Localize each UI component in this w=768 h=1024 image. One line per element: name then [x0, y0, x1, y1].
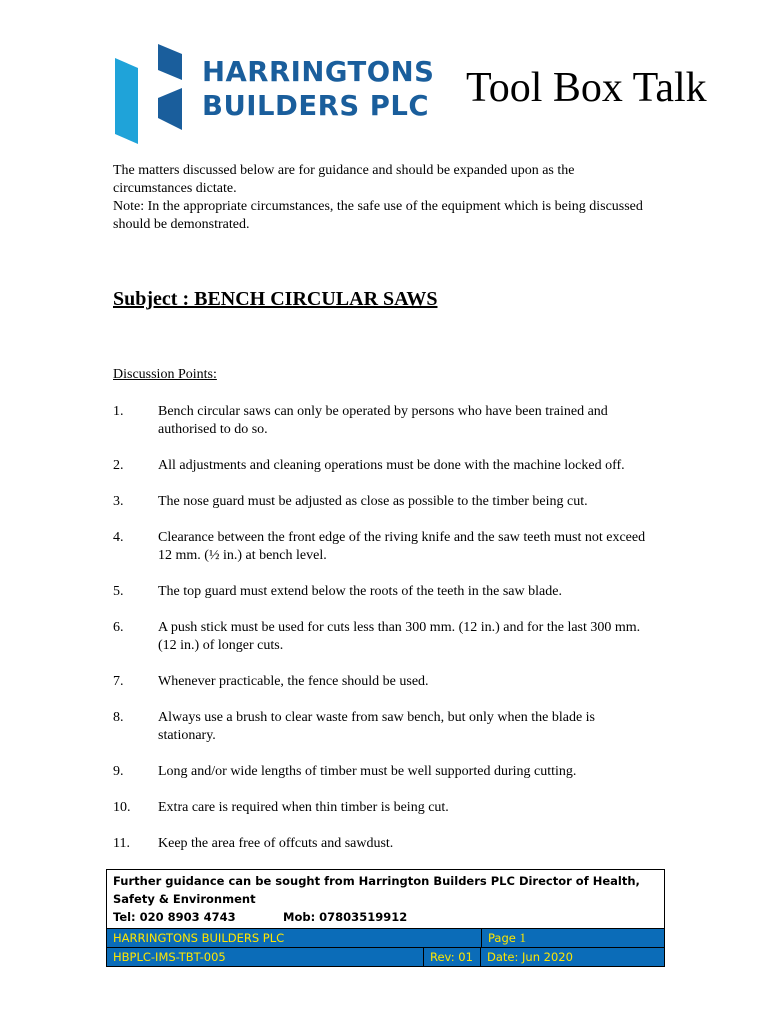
footer-page-label: Page — [488, 931, 516, 945]
point-number: 3. — [113, 494, 124, 509]
point-number: 8. — [113, 710, 124, 725]
list-item — [113, 763, 653, 781]
list-item — [113, 457, 653, 475]
document-title: Tool Box Talk — [466, 65, 707, 111]
footer-page — [482, 929, 664, 947]
point-number: 7. — [113, 674, 124, 689]
list-item — [113, 493, 653, 511]
discussion-points-heading: Discussion Points: — [113, 367, 217, 382]
document-footer — [106, 869, 665, 967]
footer-ref-bar — [107, 947, 664, 966]
point-number: 5. — [113, 584, 124, 599]
point-text: A push stick must be used for cuts less than 300 mm. (12 in.) and for the last 300 mm. (12 in.) of longer cuts. — [158, 620, 641, 653]
intro-text — [113, 162, 653, 234]
logo-text-line1: HARRINGTONS — [202, 56, 435, 88]
point-number: 1. — [113, 404, 124, 419]
footer-contact-line — [113, 908, 658, 926]
footer-doc-ref: HBPLC-IMS-TBT-005 — [107, 948, 424, 966]
point-number: 2. — [113, 458, 124, 473]
list-item — [113, 799, 653, 817]
list-item — [113, 673, 653, 691]
point-text: Extra care is required when thin timber is being cut. — [158, 800, 449, 815]
point-text: The nose guard must be adjusted as close as possible to the timber being cut. — [158, 494, 588, 509]
point-text: Long and/or wide lengths of timber must be well supported during cutting. — [158, 764, 577, 779]
footer-guidance: Further guidance can be sought from Harrington Builders PLC Director of Health, Safety & Environment — [113, 874, 640, 906]
point-text: Bench circular saws can only be operated by persons who have been trained and authorised to do so. — [158, 404, 608, 437]
footer-date: Date: Jun 2020 — [487, 950, 573, 964]
company-logo — [110, 44, 440, 144]
footer-page-number: 1 — [519, 930, 526, 945]
point-number: 9. — [113, 764, 124, 779]
point-text: The top guard must extend below the roots of the teeth in the saw blade. — [158, 584, 562, 599]
list-item — [113, 583, 653, 601]
list-item — [113, 709, 653, 745]
footer-contact-block — [107, 870, 664, 928]
discussion-points-list — [113, 403, 653, 871]
footer-rev: Rev: 01 — [424, 948, 481, 966]
point-number: 4. — [113, 530, 124, 545]
logo-mark-icon — [110, 44, 190, 144]
list-item — [113, 529, 653, 565]
footer-company: HARRINGTONS BUILDERS PLC — [107, 929, 482, 947]
list-item — [113, 619, 653, 655]
point-number: 10. — [113, 800, 131, 815]
list-item — [113, 835, 653, 853]
footer-mob: Mob: 07803519912 — [283, 910, 408, 924]
point-text: Always use a brush to clear waste from saw bench, but only when the blade is stationary. — [158, 710, 595, 743]
footer-tel: Tel: 020 8903 4743 — [113, 910, 236, 924]
point-text: Clearance between the front edge of the riving knife and the saw teeth must not exceed 12 mm. (½ in.) at bench level. — [158, 530, 646, 563]
point-number: 6. — [113, 620, 124, 635]
footer-company-bar — [107, 928, 664, 947]
logo-text-line2: BUILDERS PLC — [202, 90, 430, 122]
list-item — [113, 403, 653, 439]
point-text: All adjustments and cleaning operations must be done with the machine locked off. — [158, 458, 625, 473]
intro-note: Note: In the appropriate circumstances, the safe use of the equipment which is being discussed should be demonstrated. — [113, 199, 643, 232]
point-text: Whenever practicable, the fence should be used. — [158, 674, 429, 689]
subject-heading: Subject : BENCH CIRCULAR SAWS — [113, 288, 438, 310]
point-number: 11. — [113, 836, 130, 851]
point-text: Keep the area free of offcuts and sawdust. — [158, 836, 394, 851]
intro-guidance: The matters discussed below are for guidance and should be expanded upon as the circumstances dictate. — [113, 163, 575, 196]
